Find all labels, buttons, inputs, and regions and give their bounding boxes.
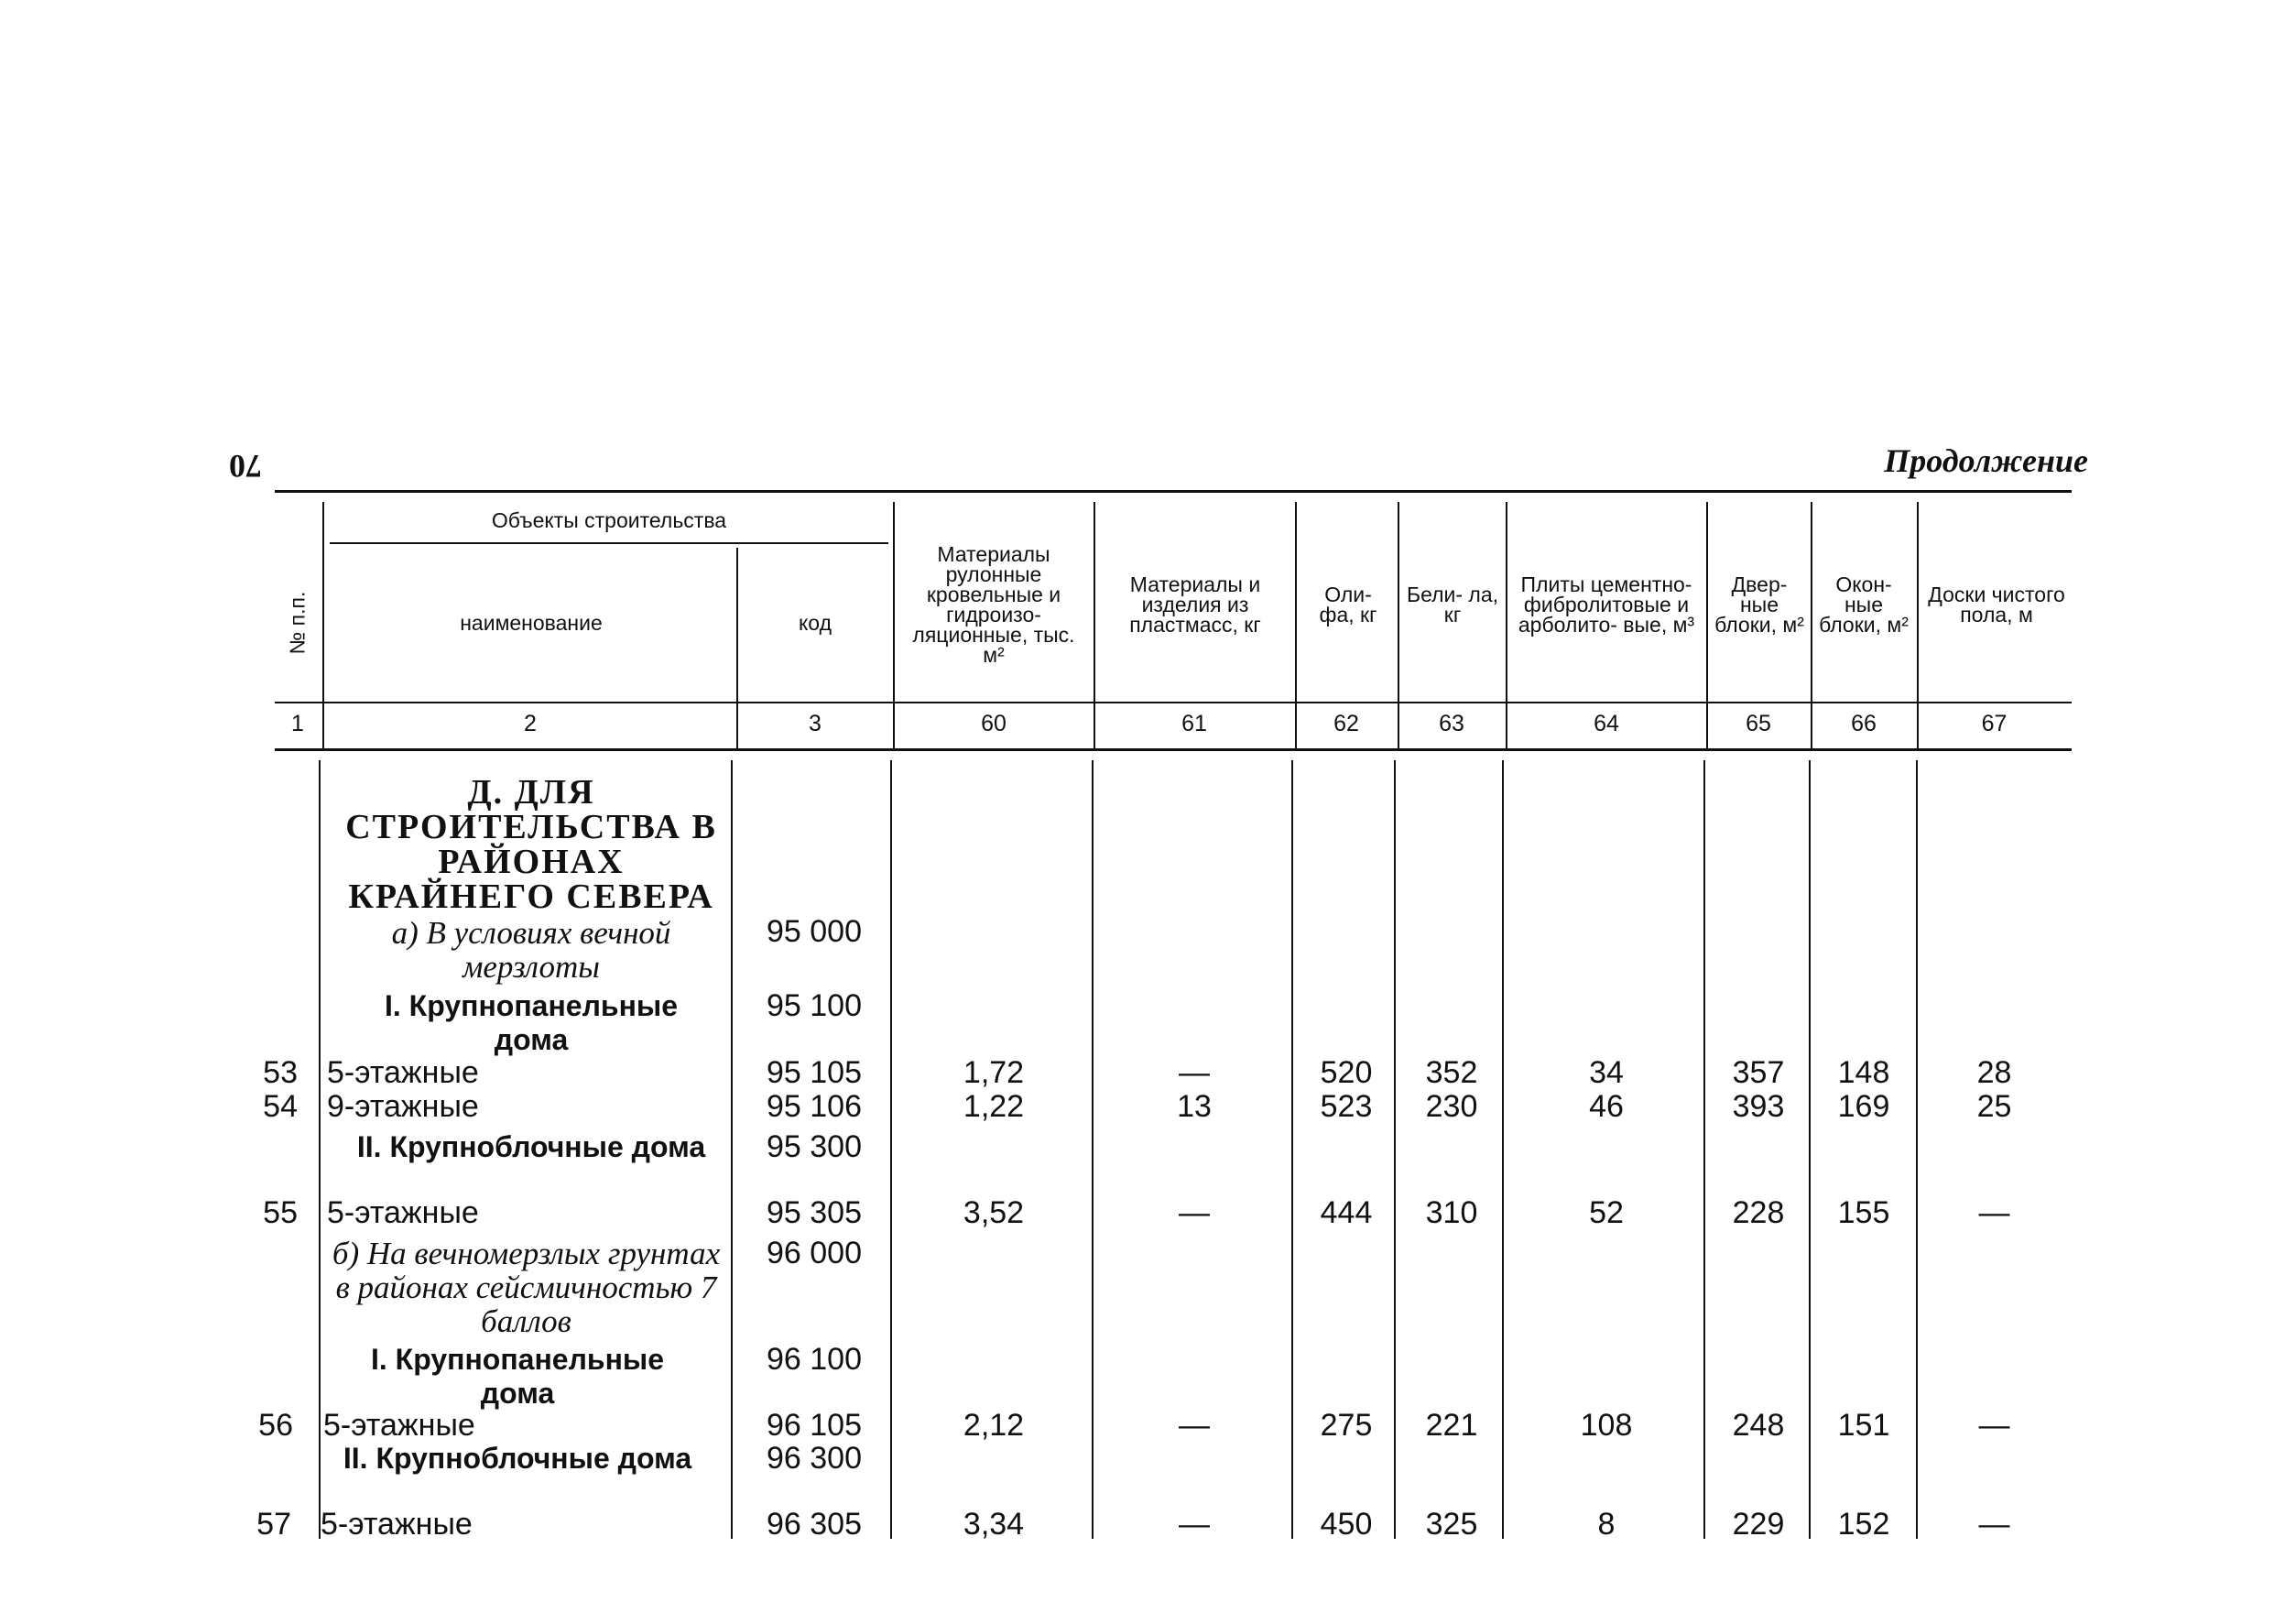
column-number: 66 xyxy=(1851,711,1877,736)
row-55-c65: 228 xyxy=(1732,1195,1785,1230)
subsection-a-code: 95 000 xyxy=(767,914,862,949)
row-57-name: 5-этажные xyxy=(321,1507,473,1542)
row-54-no: 54 xyxy=(263,1089,298,1124)
body-vline xyxy=(319,760,321,1539)
body-vline xyxy=(1916,760,1918,1539)
column-number: 61 xyxy=(1181,711,1207,736)
row-53-c66: 148 xyxy=(1837,1055,1890,1090)
column-number: 62 xyxy=(1333,711,1359,736)
a-group2-title: II. Крупноблочные дома xyxy=(356,1130,706,1163)
header-col-67: Доски чистого пола, м xyxy=(1928,583,2065,627)
row-54-c63: 230 xyxy=(1425,1089,1478,1124)
row-56-c67: — xyxy=(1978,1408,2010,1443)
header-name: наименование xyxy=(460,611,603,635)
row-55-c64: 52 xyxy=(1589,1195,1624,1230)
header-col-64: Плиты цементно- фибролитовые и арболито- вые, м³ xyxy=(1518,572,1695,637)
subsection-b-code: 96 000 xyxy=(767,1236,862,1270)
column-numbers-rule xyxy=(275,748,2072,751)
row-54-c60: 1,22 xyxy=(963,1089,1025,1124)
row-54-c62: 523 xyxy=(1320,1089,1373,1124)
row-54-c64: 46 xyxy=(1589,1089,1624,1124)
row-56-c64: 108 xyxy=(1580,1408,1633,1443)
row-57-c60: 3,34 xyxy=(963,1507,1025,1542)
a-group1-code: 95 100 xyxy=(767,988,862,1023)
column-number: 67 xyxy=(1981,711,2008,736)
row-57-c66: 152 xyxy=(1837,1507,1890,1542)
row-54-c66: 169 xyxy=(1837,1089,1890,1124)
header-col-65: Двер- ные блоки, м² xyxy=(1714,572,1804,637)
header-objects-group: Объекты строительства xyxy=(491,508,727,532)
row-53-c62: 520 xyxy=(1320,1055,1373,1090)
row-54-c61: 13 xyxy=(1177,1089,1212,1124)
body-vline xyxy=(731,760,733,1539)
page-number: 70 xyxy=(229,448,262,485)
row-55-name: 5-этажные xyxy=(327,1195,479,1230)
table-top-rule xyxy=(275,490,2072,493)
subsection-b-title: б) На вечномерзлых грунтах в районах сейсмичностью 7 баллов xyxy=(332,1236,721,1339)
row-56-c66: 151 xyxy=(1837,1408,1890,1443)
column-number: 60 xyxy=(981,711,1007,736)
row-55-c63: 310 xyxy=(1425,1195,1478,1230)
row-54-c67: 25 xyxy=(1976,1089,2012,1124)
row-56-name: 5-этажные xyxy=(323,1408,475,1443)
row-53-c64: 34 xyxy=(1589,1055,1624,1090)
subsection-a-title: а) В условиях вечной мерзлоты xyxy=(391,915,671,985)
column-number: 65 xyxy=(1746,711,1771,736)
header-col-63: Бели- ла, кг xyxy=(1406,583,1499,627)
b-group2-title: II. Крупноблочные дома xyxy=(343,1442,692,1475)
header-bottom-rule xyxy=(275,702,2072,703)
body-vline xyxy=(1809,760,1811,1539)
a-group2-code: 95 300 xyxy=(767,1129,862,1164)
header-col-62: Оли- фа, кг xyxy=(1319,583,1377,627)
row-57-c67: — xyxy=(1978,1507,2010,1542)
row-57-c64: 8 xyxy=(1597,1507,1616,1542)
row-57-c63: 325 xyxy=(1425,1507,1478,1542)
row-55-c60: 3,52 xyxy=(963,1195,1025,1230)
row-56-no: 56 xyxy=(258,1408,293,1443)
row-53-code: 95 105 xyxy=(767,1055,862,1090)
row-54-code: 95 106 xyxy=(767,1089,862,1124)
column-number: 3 xyxy=(809,711,822,736)
row-56-c65: 248 xyxy=(1732,1408,1785,1443)
row-56-c62: 275 xyxy=(1320,1408,1373,1443)
row-54-c65: 393 xyxy=(1732,1089,1785,1124)
b-group1-code: 96 100 xyxy=(767,1342,862,1377)
row-53-name: 5-этажные xyxy=(327,1055,479,1090)
column-number: 1 xyxy=(291,711,304,736)
row-55-c62: 444 xyxy=(1320,1195,1373,1230)
row-55-c61: — xyxy=(1179,1195,1210,1230)
row-55-code: 95 305 xyxy=(767,1195,862,1230)
a-group1-title: I. Крупнопанельные дома xyxy=(384,989,679,1056)
column-number: 63 xyxy=(1439,711,1464,736)
b-group2-code: 96 300 xyxy=(767,1441,862,1476)
row-53-no: 53 xyxy=(263,1055,298,1090)
row-57-code: 96 305 xyxy=(767,1507,862,1542)
continuation-label: Продолжение xyxy=(1884,442,2088,479)
row-56-c63: 221 xyxy=(1425,1408,1478,1443)
row-53-c67: 28 xyxy=(1976,1055,2012,1090)
row-54-name: 9-этажные xyxy=(327,1089,479,1124)
row-55-c67: — xyxy=(1978,1195,2010,1230)
header-col-60: Материалы рулонные кровельные и гидроизо- ляционные, тыс. м² xyxy=(912,542,1075,667)
row-53-c63: 352 xyxy=(1425,1055,1478,1090)
b-group1-title: I. Крупнопанельные дома xyxy=(370,1343,665,1410)
header-col-61: Материалы и изделия из пластмасс, кг xyxy=(1129,572,1261,637)
section-title: Д. ДЛЯ СТРОИТЕЛЬСТВА В РАЙОНАХ КРАЙНЕГО СЕВЕРА xyxy=(345,773,717,916)
header-col-no xyxy=(271,550,322,696)
row-57-c62: 450 xyxy=(1320,1507,1373,1542)
row-56-code: 96 105 xyxy=(767,1408,862,1443)
header-code: код xyxy=(798,611,832,635)
row-55-c66: 155 xyxy=(1837,1195,1890,1230)
row-53-c60: 1,72 xyxy=(963,1055,1025,1090)
row-53-c65: 357 xyxy=(1732,1055,1785,1090)
row-55-no: 55 xyxy=(263,1195,298,1230)
row-56-c60: 2,12 xyxy=(963,1408,1025,1443)
objects-group-rule xyxy=(330,542,888,544)
header-col-66: Окон- ные блоки, м² xyxy=(1819,572,1909,637)
header-col-no-text: № п.п. xyxy=(285,591,310,655)
row-57-no: 57 xyxy=(256,1507,291,1542)
column-number: 2 xyxy=(524,711,537,736)
column-number: 64 xyxy=(1594,711,1619,736)
row-56-c61: — xyxy=(1179,1408,1210,1443)
row-57-c65: 229 xyxy=(1732,1507,1785,1542)
row-53-c61: — xyxy=(1179,1055,1210,1090)
row-57-c61: — xyxy=(1179,1507,1210,1542)
